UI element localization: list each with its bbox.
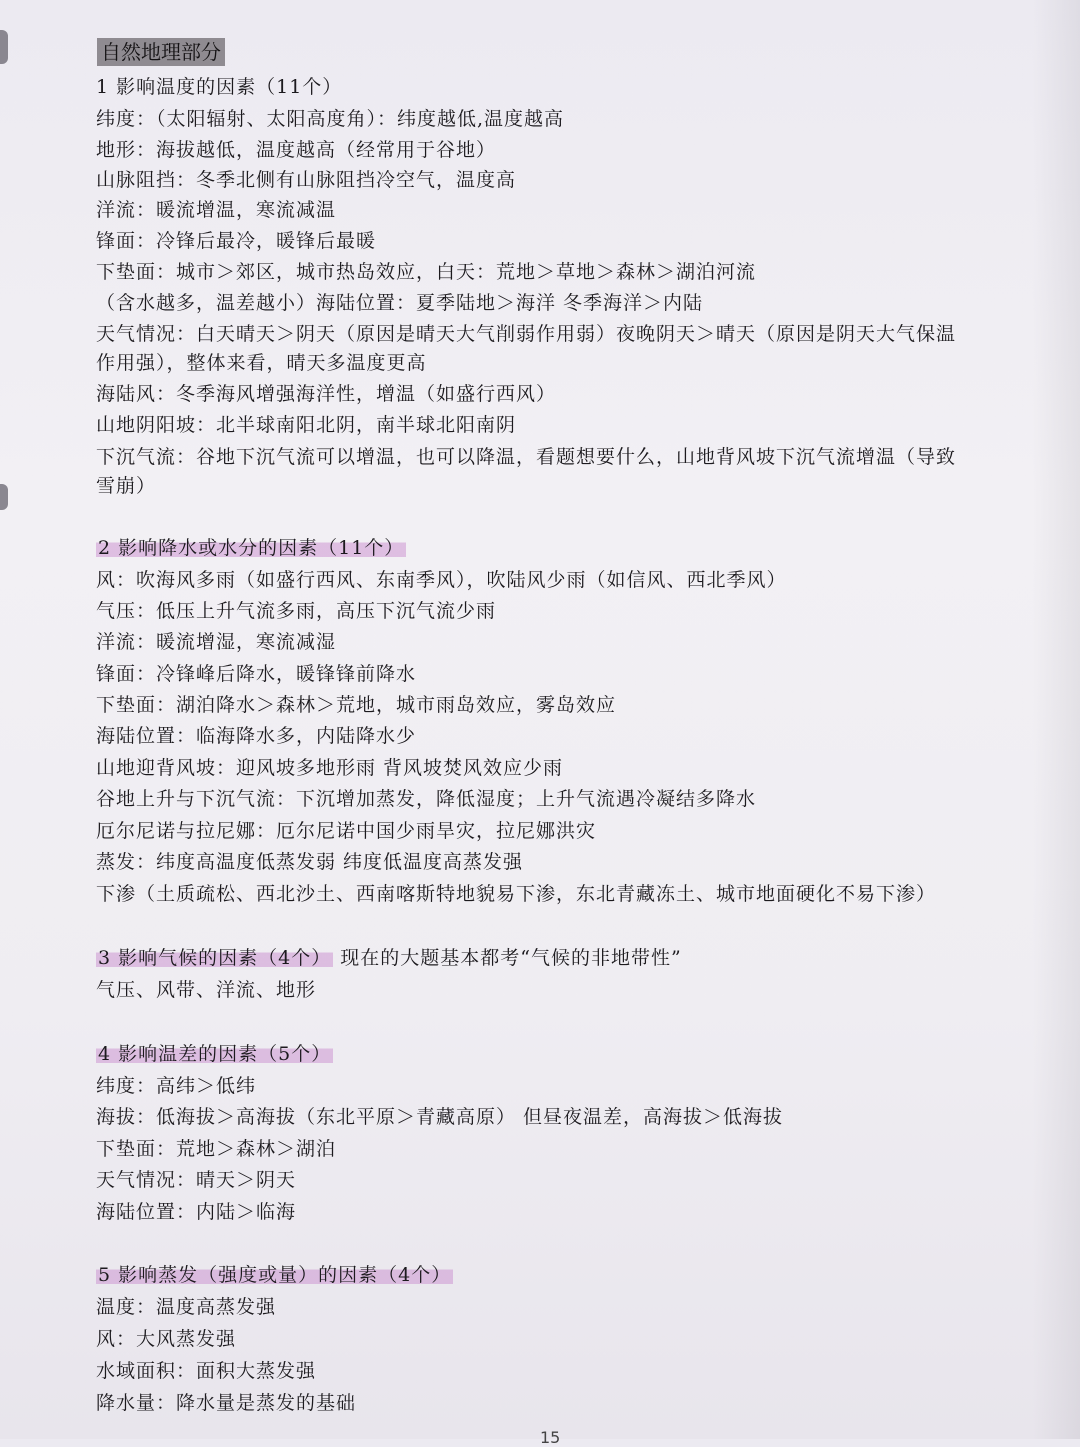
section-heading: 3 影响气候的因素（4个） 现在的大题基本都考“气候的非地带性” [98,947,682,969]
text-line: （含水越多，温差越小）海陆位置：夏季陆地＞海洋 冬季海洋＞内陆 [96,292,704,314]
document-title: 自然地理部分 [97,38,225,66]
text-line: 气压、风带、洋流、地形 [96,979,317,1001]
text-line: 厄尔尼诺与拉尼娜：厄尔尼诺中国少雨旱灾，拉尼娜洪灾 [96,820,597,842]
text-line: 锋面：冷锋峰后降水，暖锋锋前降水 [96,663,417,685]
text-line: 水域面积：面积大蒸发强 [96,1360,317,1382]
text-line: 天气情况：白天晴天＞阴天（原因是晴天大气削弱作用弱）夜晚阴天＞晴天（原因是阴天大气保温 [96,323,957,345]
text-line: 纬度：高纬＞低纬 [96,1075,257,1097]
text-line: 山地阴阳坡：北半球南阳北阴，南半球北阳南阴 [96,414,517,436]
page-shadow [1032,0,1080,1439]
text-line: 洋流：暖流增湿，寒流减湿 [96,631,337,653]
text-line: 海陆风：冬季海风增强海洋性，增温（如盛行西风） [96,383,557,405]
text-line: 降水量：降水量是蒸发的基础 [96,1392,357,1414]
text-line: 下渗（土质疏松、西北沙土、西南喀斯特地貌易下渗，东北青藏冻土、城市地面硬化不易下渗） [96,883,937,905]
text-line: 风：大风蒸发强 [96,1328,237,1350]
text-line: 谷地上升与下沉气流：下沉增加蒸发，降低湿度；上升气流遇冷凝结多降水 [96,788,757,810]
binder-hole-mark [0,484,8,510]
page-number: 15 [540,1428,561,1447]
text-line: 下垫面：荒地＞森林＞湖泊 [96,1138,337,1160]
text-line: 天气情况：晴天＞阴天 [96,1169,297,1191]
text-line: 风：吹海风多雨（如盛行西风、东南季风），吹陆风少雨（如信风、西北季风） [96,569,787,591]
text-line: 海陆位置：临海降水多，内陆降水少 [96,725,417,747]
text-line: 下沉气流：谷地下沉气流可以增温，也可以降温，看题想要什么，山地背风坡下沉气流增温（导致 [96,446,957,468]
text-line: 纬度：（太阳辐射、太阳高度角）：纬度越低,温度越高 [96,108,565,130]
text-line: 作用强），整体来看，晴天多温度更高 [96,352,427,374]
text-line: 地形：海拔越低，温度越高（经常用于谷地） [96,139,497,161]
section-heading: 5 影响蒸发（强度或量）的因素（4个） [98,1264,452,1286]
section-heading: 4 影响温差的因素（5个） [98,1043,332,1065]
text-line: 锋面：冷锋后最冷，暖锋后最暖 [96,230,377,252]
section-heading: 1 影响温度的因素（11个） [96,76,343,98]
text-line: 海陆位置：内陆＞临海 [96,1201,297,1223]
text-line: 山脉阻挡：冬季北侧有山脉阻挡冷空气，温度高 [96,169,517,191]
text-line: 山地迎背风坡：迎风坡多地形雨 背风坡焚风效应少雨 [96,757,564,779]
text-line: 下垫面：城市＞郊区，城市热岛效应，白天：荒地＞草地＞森林＞湖泊河流 [96,261,757,283]
text-line: 蒸发：纬度高温度低蒸发弱 纬度低温度高蒸发强 [96,851,524,873]
text-line: 海拔：低海拔＞高海拔（东北平原＞青藏高原） 但昼夜温差，高海拔＞低海拔 [96,1106,784,1128]
text-line: 洋流：暖流增温，寒流减温 [96,199,337,221]
binder-hole-mark [0,30,8,64]
text-line: 温度：温度高蒸发强 [96,1296,277,1318]
text-line: 下垫面：湖泊降水＞森林＞荒地，城市雨岛效应，雾岛效应 [96,694,617,716]
text-line: 雪崩） [96,475,157,497]
section-heading: 2 影响降水或水分的因素（11个） [98,537,405,559]
text-line: 气压：低压上升气流多雨，高压下沉气流少雨 [96,600,497,622]
